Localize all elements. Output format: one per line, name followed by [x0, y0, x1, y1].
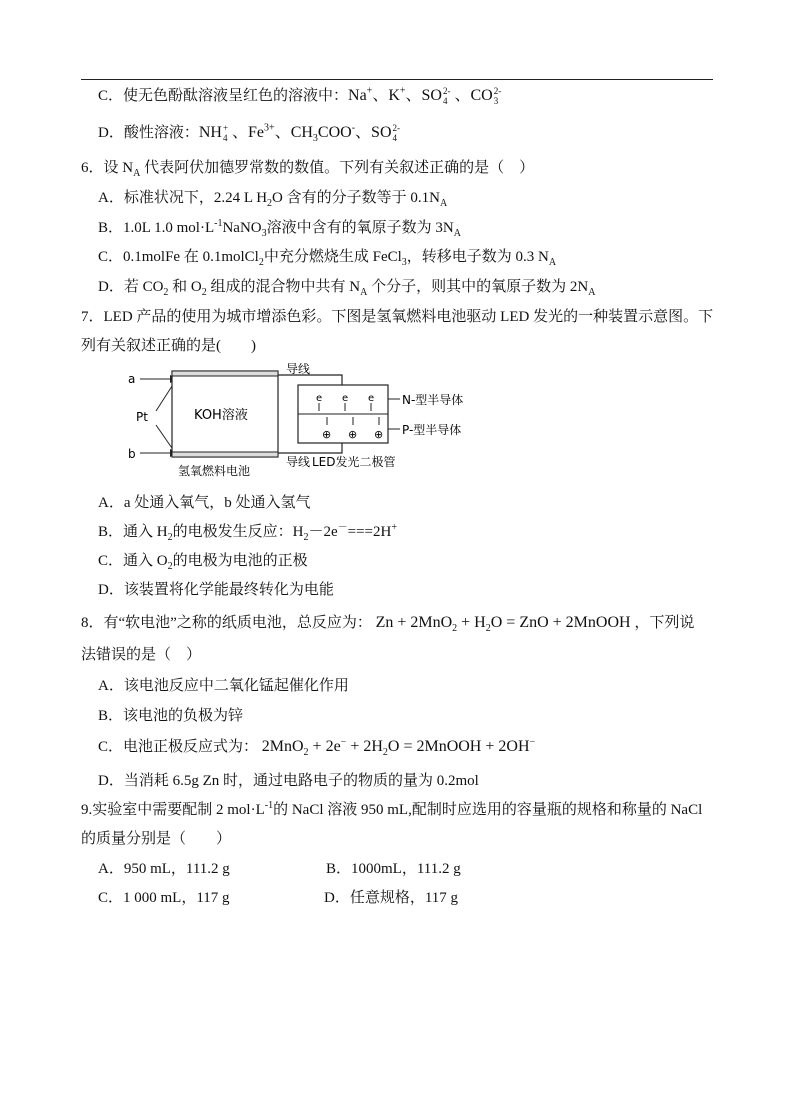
q7-stem-line1: 7．LED 产品的使用为城市增添色彩。下图是氢氧燃料电池驱动 LED 发光的一种装置示意图。下	[81, 309, 714, 325]
q8-stem-line1: 8．有“软电池”之称的纸质电池，总反应为： $Zn + 2MnO_2 + H_2O$ = ZnO + 2MnOOH ，下列说	[81, 614, 695, 635]
q9-stem-line2: 的质量分别是（ ）	[81, 831, 232, 847]
q5-option-d: D．酸性溶液：NH + 4 、$Fe^{3+}$、$CH_3COO^-$、SO 2- 4	[98, 122, 401, 145]
label-a: a	[128, 372, 136, 386]
n-type-label: N-型半导体	[402, 393, 464, 407]
q8-option-a: A．该电池反应中二氧化锰起催化作用	[98, 678, 349, 694]
q8-option-b: B．该电池的负极为锌	[98, 708, 244, 724]
q6-option-d: D．若 $CO_2$ 和 $O_2$ 组成的混合物中共有 $N_A$ 个分子，则其中的氧原子数为 $2N_A$	[98, 279, 596, 298]
svg-text:e: e	[368, 393, 375, 404]
koh-label: KOH溶液	[194, 408, 248, 423]
svg-text:e: e	[316, 393, 323, 404]
svg-text:e: e	[342, 393, 349, 404]
q8-option-c: C．电池正极反应式为： $2MnO_2 + 2e^- + 2H_2O$ = 2MnOOH + 2OH−	[98, 736, 536, 759]
cell-label: 氢氧燃料电池	[178, 464, 251, 478]
header-rule	[81, 79, 713, 80]
wire-bottom	[278, 443, 342, 453]
label-b: b	[128, 447, 136, 461]
q6-stem: 6．设 $N_A$ 代表阿伏加德罗常数的数值。下列有关叙述正确的是（ ）	[81, 160, 535, 179]
svg-text:⊕: ⊕	[374, 428, 384, 441]
q8-option-d: D．当消耗 6.5g Zn 时，通过电路电子的物质的量为 0.2mol	[98, 773, 479, 789]
q5-option-c: C．使无色酚酞溶液呈红色的溶液中：Na+、K+、SO 2- 4 、CO 2- 3	[98, 85, 502, 107]
q9-stem-line1: 9.实验室中需要配制 2 $mol\cdot L^{-1}$的 NaCl 溶液 950 mL,配制时应选用的容量瓶的规格和称量的 NaCl	[81, 800, 703, 818]
q6-option-c: C．0.1molFe 在 0.1molCl$_2$中充分燃烧生成 FeCl$_3$，转移电子数为 0.3 $N_A$	[98, 249, 557, 268]
q7-option-c: C．通入 $O_2$的电极为电池的正极	[98, 553, 308, 572]
q7-option-d: D．该装置将化学能最终转化为电能	[98, 582, 334, 598]
svg-text:⊕: ⊕	[348, 428, 358, 441]
q7-stem-line2: 列有关叙述正确的是( )	[81, 338, 256, 354]
q9-option-b: B．1000mL，111.2 g	[326, 861, 461, 877]
q7-option-b: B．通入 $H_2$的电极发生反应：$H_2-2e^-===2H^+$	[98, 522, 397, 543]
q9-option-a: A．950 mL，111.2 g	[98, 861, 230, 877]
wire-label-top: 导线	[286, 363, 311, 376]
label-pt: Pt	[136, 410, 148, 424]
q9-option-c: C．1 000 mL，117 g	[98, 890, 230, 906]
wire-label-bottom: 导线	[286, 455, 311, 469]
svg-text:⊕: ⊕	[322, 428, 332, 441]
q7-option-a: A．a 处通入氧气，b 处通入氢气	[98, 495, 311, 511]
q6-option-a: A．标准状况下，2.24 L $H_2O$ 含有的分子数等于 $0.1N_A$	[98, 190, 448, 209]
led-label: LED发光二极管	[312, 455, 396, 469]
p-type-label: P-型半导体	[402, 423, 462, 437]
q6-option-b: B．1.0L 1.0 $mol\cdot L^{-1}NaNO_3$溶液中含有的氧原子数为 $3N_A$	[98, 218, 461, 239]
fuel-cell-led-diagram	[120, 363, 500, 481]
q8-stem-line2: 法错误的是（ ）	[81, 647, 202, 663]
q9-option-d: D．任意规格，117 g	[324, 890, 459, 906]
